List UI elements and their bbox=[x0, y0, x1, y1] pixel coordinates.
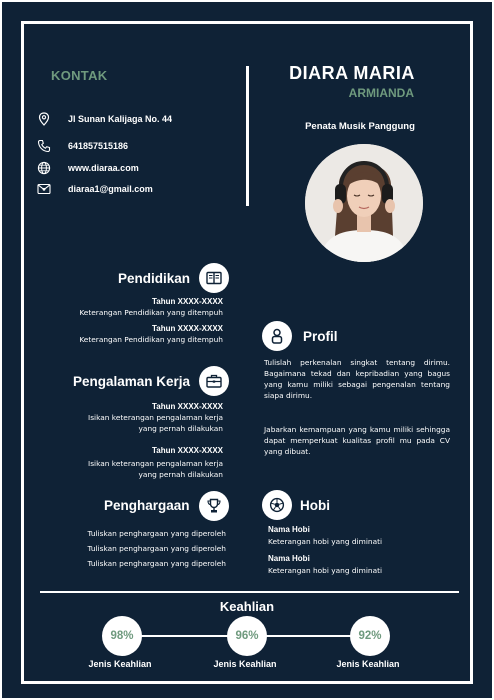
contact-address bbox=[36, 111, 173, 127]
experience-title: Pengalaman Kerja bbox=[73, 374, 191, 389]
contact-phone-text: 641857515186 bbox=[68, 141, 129, 151]
education-year-2: Tahun XXXX-XXXX bbox=[152, 324, 223, 333]
location-pin-icon bbox=[36, 111, 52, 127]
about-paragraph-2: Jabarkan kemampuan yang kamu miliki sehingga dapat memperkuat kualitas profil mu pada CV yang dibuat. bbox=[264, 425, 450, 456]
contact-email-text: diaraa1@gmail.com bbox=[68, 184, 153, 194]
experience-year-2: Tahun XXXX-XXXX bbox=[152, 446, 223, 455]
experience-desc-2-line2: yang pernah dilakukan bbox=[138, 470, 223, 479]
experience-year-1: Tahun XXXX-XXXX bbox=[152, 402, 223, 411]
contact-website bbox=[36, 160, 139, 176]
skills-divider bbox=[40, 591, 459, 593]
about-paragraph-1: Tulislah perkenalan singkat tentang dirimu. Bagaimana tekad dan kepribadian yang bagus yang kamu miliki sebagai pengenalan tentang siapa dirimu. bbox=[264, 358, 450, 400]
about-title: Profil bbox=[303, 329, 338, 344]
education-title: Pendidikan bbox=[118, 271, 191, 286]
profile-last-name: ARMIANDA bbox=[348, 86, 414, 100]
book-icon bbox=[199, 263, 229, 293]
award-line-2: Tuliskan penghargaan yang diperoleh bbox=[87, 544, 226, 553]
soccer-ball-icon bbox=[262, 490, 292, 520]
skills-title: Keahlian bbox=[219, 599, 275, 614]
award-line-3: Tuliskan penghargaan yang diperoleh bbox=[87, 559, 226, 568]
skill-3-percent: 92% bbox=[350, 616, 390, 656]
trophy-icon bbox=[199, 491, 229, 521]
profile-first-name: DIARA MARIA bbox=[289, 63, 415, 83]
skill-2-label: Jenis Keahlian bbox=[213, 659, 277, 669]
profile-photo bbox=[305, 144, 423, 262]
education-desc-1: Keterangan Pendidikan yang ditempuh bbox=[79, 308, 223, 317]
contact-title: KONTAK bbox=[51, 68, 108, 83]
hobby-desc-2: Keterangan hobi yang diminati bbox=[268, 566, 383, 575]
award-line-1: Tuliskan penghargaan yang diperoleh bbox=[87, 529, 226, 538]
skill-1-label: Jenis Keahlian bbox=[88, 659, 152, 669]
contact-address-text: Jl Sunan Kalijaga No. 44 bbox=[68, 114, 173, 124]
skill-1-percent: 98% bbox=[102, 616, 142, 656]
hobby-desc-1: Keterangan hobi yang diminati bbox=[268, 537, 383, 546]
experience-desc-1 bbox=[48, 412, 223, 434]
header-divider bbox=[246, 66, 249, 206]
globe-icon bbox=[36, 160, 52, 176]
resume-page bbox=[2, 2, 492, 698]
education-desc-2: Keterangan Pendidikan yang ditempuh bbox=[79, 335, 223, 344]
hobby-name-2: Nama Hobi bbox=[268, 554, 310, 563]
profile-role: Penata Musik Panggung bbox=[305, 121, 415, 132]
contact-website-text: www.diaraa.com bbox=[68, 163, 139, 173]
hobbies-title: Hobi bbox=[300, 498, 330, 513]
experience-desc-2-line1: Isikan keterangan pengalaman kerja bbox=[88, 459, 223, 468]
briefcase-icon bbox=[199, 366, 229, 396]
skill-2-percent: 96% bbox=[227, 616, 267, 656]
experience-desc-1-line2: yang pernah dilakukan bbox=[138, 424, 223, 433]
contact-phone bbox=[36, 138, 129, 154]
awards-title: Penghargaan bbox=[104, 498, 190, 513]
hobby-name-1: Nama Hobi bbox=[268, 525, 310, 534]
skill-3-label: Jenis Keahlian bbox=[336, 659, 400, 669]
person-icon bbox=[262, 321, 292, 351]
contact-email bbox=[36, 181, 153, 197]
phone-icon bbox=[36, 138, 52, 154]
experience-desc-1-line1: Isikan keterangan pengalaman kerja bbox=[88, 413, 223, 422]
experience-desc-2 bbox=[48, 458, 223, 480]
email-icon bbox=[36, 181, 52, 197]
education-year-1: Tahun XXXX-XXXX bbox=[152, 297, 223, 306]
